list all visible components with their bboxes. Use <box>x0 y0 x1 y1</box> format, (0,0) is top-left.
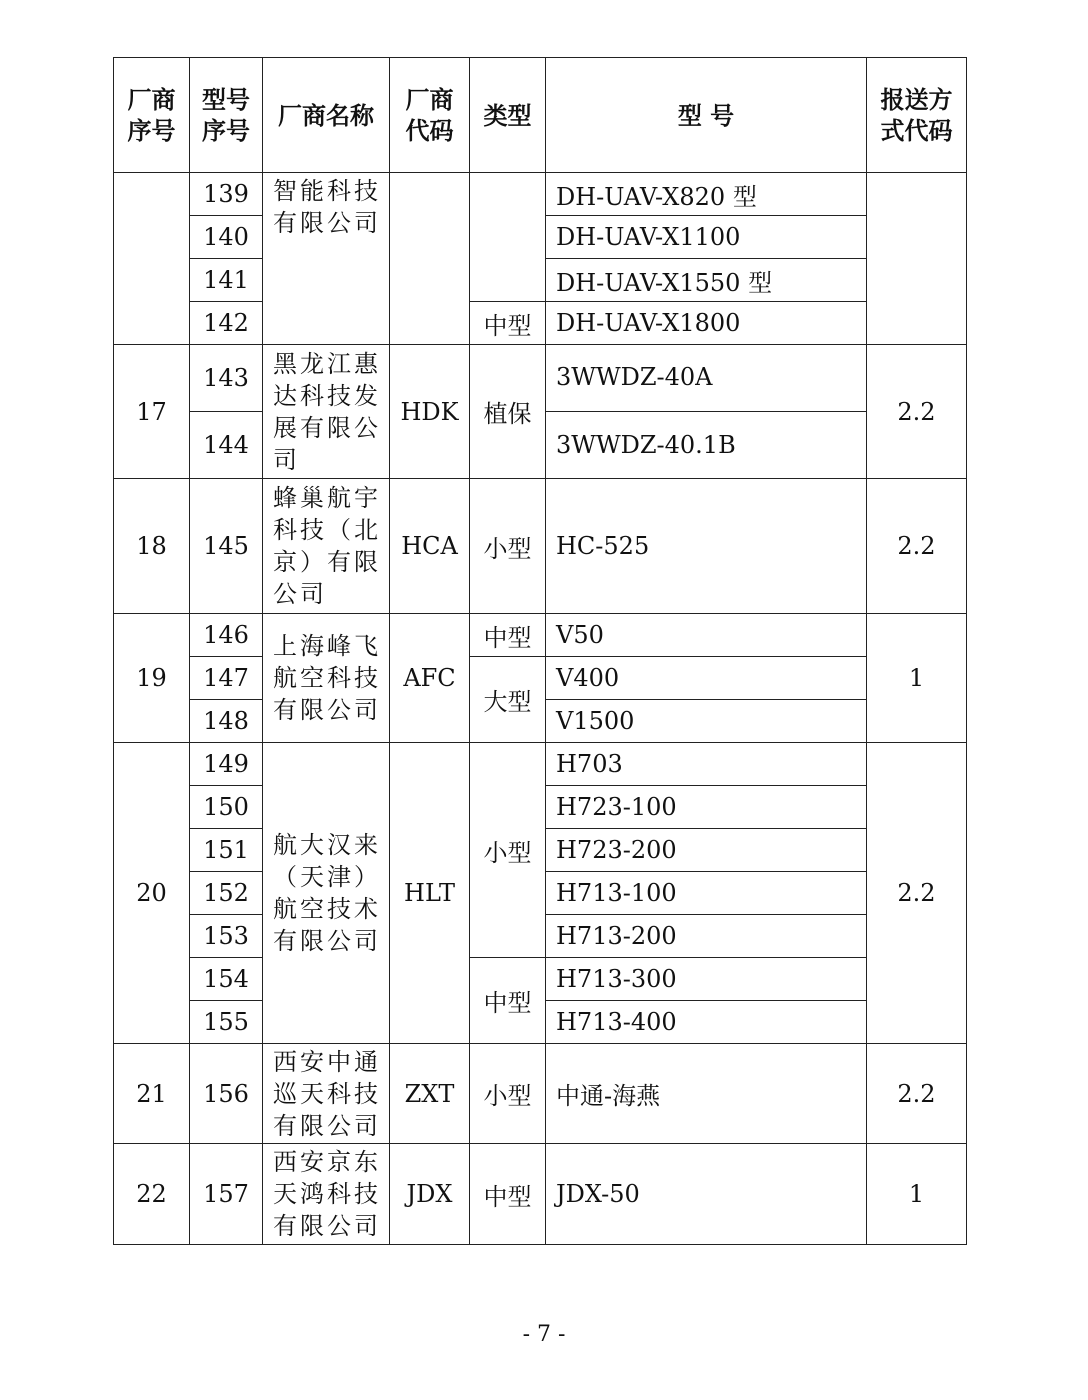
model-no: 148 <box>190 700 263 743</box>
vendor-no: 21 <box>114 1044 190 1144</box>
table-row <box>114 173 967 216</box>
report-code: 2.2 <box>867 345 967 479</box>
header-report-code: 报送方式代码 <box>867 58 967 173</box>
vendor-no: 22 <box>114 1144 190 1245</box>
table-row <box>114 743 967 786</box>
category: 中型 <box>470 958 546 1044</box>
table-row <box>114 657 967 700</box>
model-name: DH-UAV-X1800 <box>546 302 867 345</box>
table-row <box>114 614 967 657</box>
report-code: 2.2 <box>867 743 967 1044</box>
vendor-code: ZXT <box>390 1044 470 1144</box>
model-no: 155 <box>190 1001 263 1044</box>
model-name: H713-200 <box>546 915 867 958</box>
model-name: V1500 <box>546 700 867 743</box>
vendor-no: 18 <box>114 479 190 614</box>
model-no: 141 <box>190 259 263 302</box>
header-row <box>114 58 967 173</box>
vendor-name: 西安中通巡天科技有限公司 <box>263 1044 390 1144</box>
category: 小型 <box>470 479 546 614</box>
category: 大型 <box>470 657 546 743</box>
model-name: V50 <box>546 614 867 657</box>
report-code: 2.2 <box>867 479 967 614</box>
model-no: 157 <box>190 1144 263 1245</box>
vendor-code: HDK <box>390 345 470 479</box>
report-code: 1 <box>867 1144 967 1245</box>
header-vendor-name: 厂商名称 <box>263 58 390 173</box>
model-name: V400 <box>546 657 867 700</box>
report-code <box>867 173 967 345</box>
vendor-name: 西安京东天鸿科技有限公司 <box>263 1144 390 1245</box>
vendor-name: 黑龙江惠达科技发展有限公司 <box>263 345 390 479</box>
category <box>470 173 546 302</box>
model-name: H713-400 <box>546 1001 867 1044</box>
table-row <box>114 958 967 1001</box>
model-name: JDX-50 <box>546 1144 867 1245</box>
vendor-no <box>114 173 190 345</box>
vendor-no: 19 <box>114 614 190 743</box>
category: 小型 <box>470 743 546 958</box>
vendor-name: 智能科技有限公司 <box>263 173 390 345</box>
model-name: H723-100 <box>546 786 867 829</box>
vendor-code: HCA <box>390 479 470 614</box>
table-row <box>114 1144 967 1245</box>
table-row <box>114 479 967 614</box>
vendor-no: 17 <box>114 345 190 479</box>
model-no: 153 <box>190 915 263 958</box>
model-name: DH-UAV-X1100 <box>546 216 867 259</box>
page-number: - 7 - <box>522 1322 566 1347</box>
model-table <box>113 57 967 1245</box>
model-name: 中通-海燕 <box>546 1044 867 1144</box>
model-name: DH-UAV-X820 型 <box>546 173 867 216</box>
report-code: 2.2 <box>867 1044 967 1144</box>
model-name: H713-100 <box>546 872 867 915</box>
model-name: H703 <box>546 743 867 786</box>
vendor-name: 航大汉来（天津）航空技术有限公司 <box>263 743 390 1044</box>
vendor-name: 上海峰飞航空科技有限公司 <box>263 614 390 743</box>
table-row <box>114 1044 967 1144</box>
header-model-no: 型号序号 <box>190 58 263 173</box>
model-no: 144 <box>190 412 263 479</box>
model-no: 152 <box>190 872 263 915</box>
table-row <box>114 302 967 345</box>
report-code: 1 <box>867 614 967 743</box>
model-no: 139 <box>190 173 263 216</box>
category: 中型 <box>470 614 546 657</box>
vendor-name: 蜂巢航宇科技（北京）有限公司 <box>263 479 390 614</box>
model-name: H723-200 <box>546 829 867 872</box>
model-no: 156 <box>190 1044 263 1144</box>
category: 小型 <box>470 1044 546 1144</box>
table-row <box>114 345 967 412</box>
header-vendor-no: 厂商序号 <box>114 58 190 173</box>
model-name: HC-525 <box>546 479 867 614</box>
vendor-code <box>390 173 470 345</box>
model-no: 150 <box>190 786 263 829</box>
vendor-code: JDX <box>390 1144 470 1245</box>
model-no: 142 <box>190 302 263 345</box>
model-no: 149 <box>190 743 263 786</box>
model-name: DH-UAV-X1550 型 <box>546 259 867 302</box>
model-no: 140 <box>190 216 263 259</box>
model-name: 3WWDZ-40A <box>546 345 867 412</box>
category: 植保 <box>470 345 546 479</box>
model-no: 143 <box>190 345 263 412</box>
vendor-no: 20 <box>114 743 190 1044</box>
header-category: 类型 <box>470 58 546 173</box>
model-name: H713-300 <box>546 958 867 1001</box>
model-no: 147 <box>190 657 263 700</box>
category: 中型 <box>470 1144 546 1245</box>
model-no: 151 <box>190 829 263 872</box>
model-name: 3WWDZ-40.1B <box>546 412 867 479</box>
vendor-code: AFC <box>390 614 470 743</box>
vendor-code: HLT <box>390 743 470 1044</box>
model-no: 146 <box>190 614 263 657</box>
category: 中型 <box>470 302 546 345</box>
model-no: 154 <box>190 958 263 1001</box>
model-no: 145 <box>190 479 263 614</box>
header-model: 型 号 <box>546 58 867 173</box>
header-vendor-code: 厂商代码 <box>390 58 470 173</box>
